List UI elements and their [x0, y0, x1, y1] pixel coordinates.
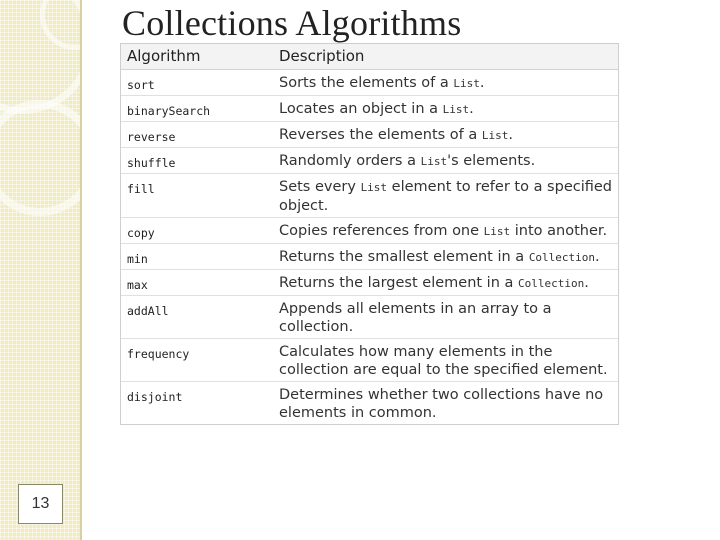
description-text: Returns the largest element in a	[279, 275, 519, 291]
slide-title: Collections Algorithms	[122, 3, 462, 43]
algorithm-name: addAll	[127, 304, 169, 318]
algorithm-name: binarySearch	[127, 104, 211, 118]
code-type-name: List	[481, 129, 509, 142]
algorithm-cell	[121, 122, 273, 148]
description-cell	[273, 96, 618, 122]
description-text: Calculates how many elements in the collection are equal to the specified element.	[279, 344, 608, 378]
description-cell	[273, 218, 618, 244]
description-text: into another.	[510, 223, 608, 239]
code-type-name: Collection	[518, 277, 585, 290]
description-text: Appends all elements in an array to a collection.	[279, 301, 552, 335]
header-description: Description	[273, 44, 618, 70]
description-cell	[273, 174, 618, 218]
algorithm-name: fill	[127, 182, 155, 196]
table-header-row	[121, 44, 618, 70]
description-cell	[273, 244, 618, 270]
algorithm-name: max	[127, 278, 148, 292]
sidebar-divider	[80, 0, 82, 540]
code-type-name: List	[360, 181, 388, 194]
description-cell	[273, 122, 618, 148]
algorithm-name: shuffle	[127, 156, 176, 170]
algorithm-name: disjoint	[127, 390, 183, 404]
algorithm-cell	[121, 339, 273, 382]
table-row	[121, 70, 618, 96]
table-row	[121, 244, 618, 270]
description-text: .	[469, 101, 474, 117]
description-cell	[273, 70, 618, 96]
algorithm-name: reverse	[127, 130, 176, 144]
algorithm-cell	[121, 382, 273, 425]
description-text: 's elements.	[447, 153, 536, 169]
table-row	[121, 122, 618, 148]
table-row	[121, 382, 618, 425]
algorithm-cell	[121, 70, 273, 96]
description-text: .	[508, 127, 513, 143]
slide-number: 13	[18, 484, 63, 524]
table-row	[121, 218, 618, 244]
description-text: Sets every	[279, 179, 361, 195]
table-row	[121, 296, 618, 339]
algorithm-cell	[121, 218, 273, 244]
decorative-sidebar	[0, 0, 80, 540]
description-text: .	[479, 75, 485, 91]
description-text: .	[595, 249, 600, 265]
table-row	[121, 339, 618, 382]
algorithm-cell	[121, 244, 273, 270]
code-type-name: List	[483, 225, 511, 238]
table-row	[121, 270, 618, 296]
algorithm-cell	[121, 96, 273, 122]
algorithm-name: sort	[127, 78, 155, 92]
description-text: Copies references from one	[279, 223, 484, 239]
description-cell	[273, 270, 618, 296]
description-cell	[273, 148, 618, 174]
algorithm-name: min	[127, 252, 148, 266]
algorithm-cell	[121, 174, 273, 218]
description-text: .	[584, 275, 589, 291]
code-type-name: List	[420, 155, 448, 168]
decorative-circle	[0, 100, 80, 216]
algorithm-cell	[121, 296, 273, 339]
description-text: Reverses the elements of a	[279, 127, 482, 143]
algorithm-name: copy	[127, 226, 155, 240]
algorithm-cell	[121, 148, 273, 174]
table-row	[121, 96, 618, 122]
description-cell	[273, 382, 618, 425]
table-row	[121, 174, 618, 218]
description-text: Returns the smallest element in a	[279, 249, 529, 265]
code-type-name: Collection	[528, 251, 596, 264]
description-text: Sorts the elements of a	[279, 75, 454, 91]
description-cell	[273, 339, 618, 382]
table-body	[121, 70, 618, 425]
algorithms-table	[120, 43, 619, 425]
description-cell	[273, 296, 618, 339]
code-type-name: List	[442, 103, 470, 116]
code-type-name: List	[453, 77, 480, 90]
table-row	[121, 148, 618, 174]
header-algorithm: Algorithm	[121, 44, 273, 70]
description-text: element to refer to a specified object.	[279, 179, 612, 214]
algorithm-cell	[121, 270, 273, 296]
algorithm-name: frequency	[127, 347, 190, 361]
description-text: Randomly orders a	[279, 153, 421, 169]
description-text: Locates an object in a	[279, 101, 443, 117]
description-text: Determines whether two collections have no elements in common.	[279, 387, 604, 421]
